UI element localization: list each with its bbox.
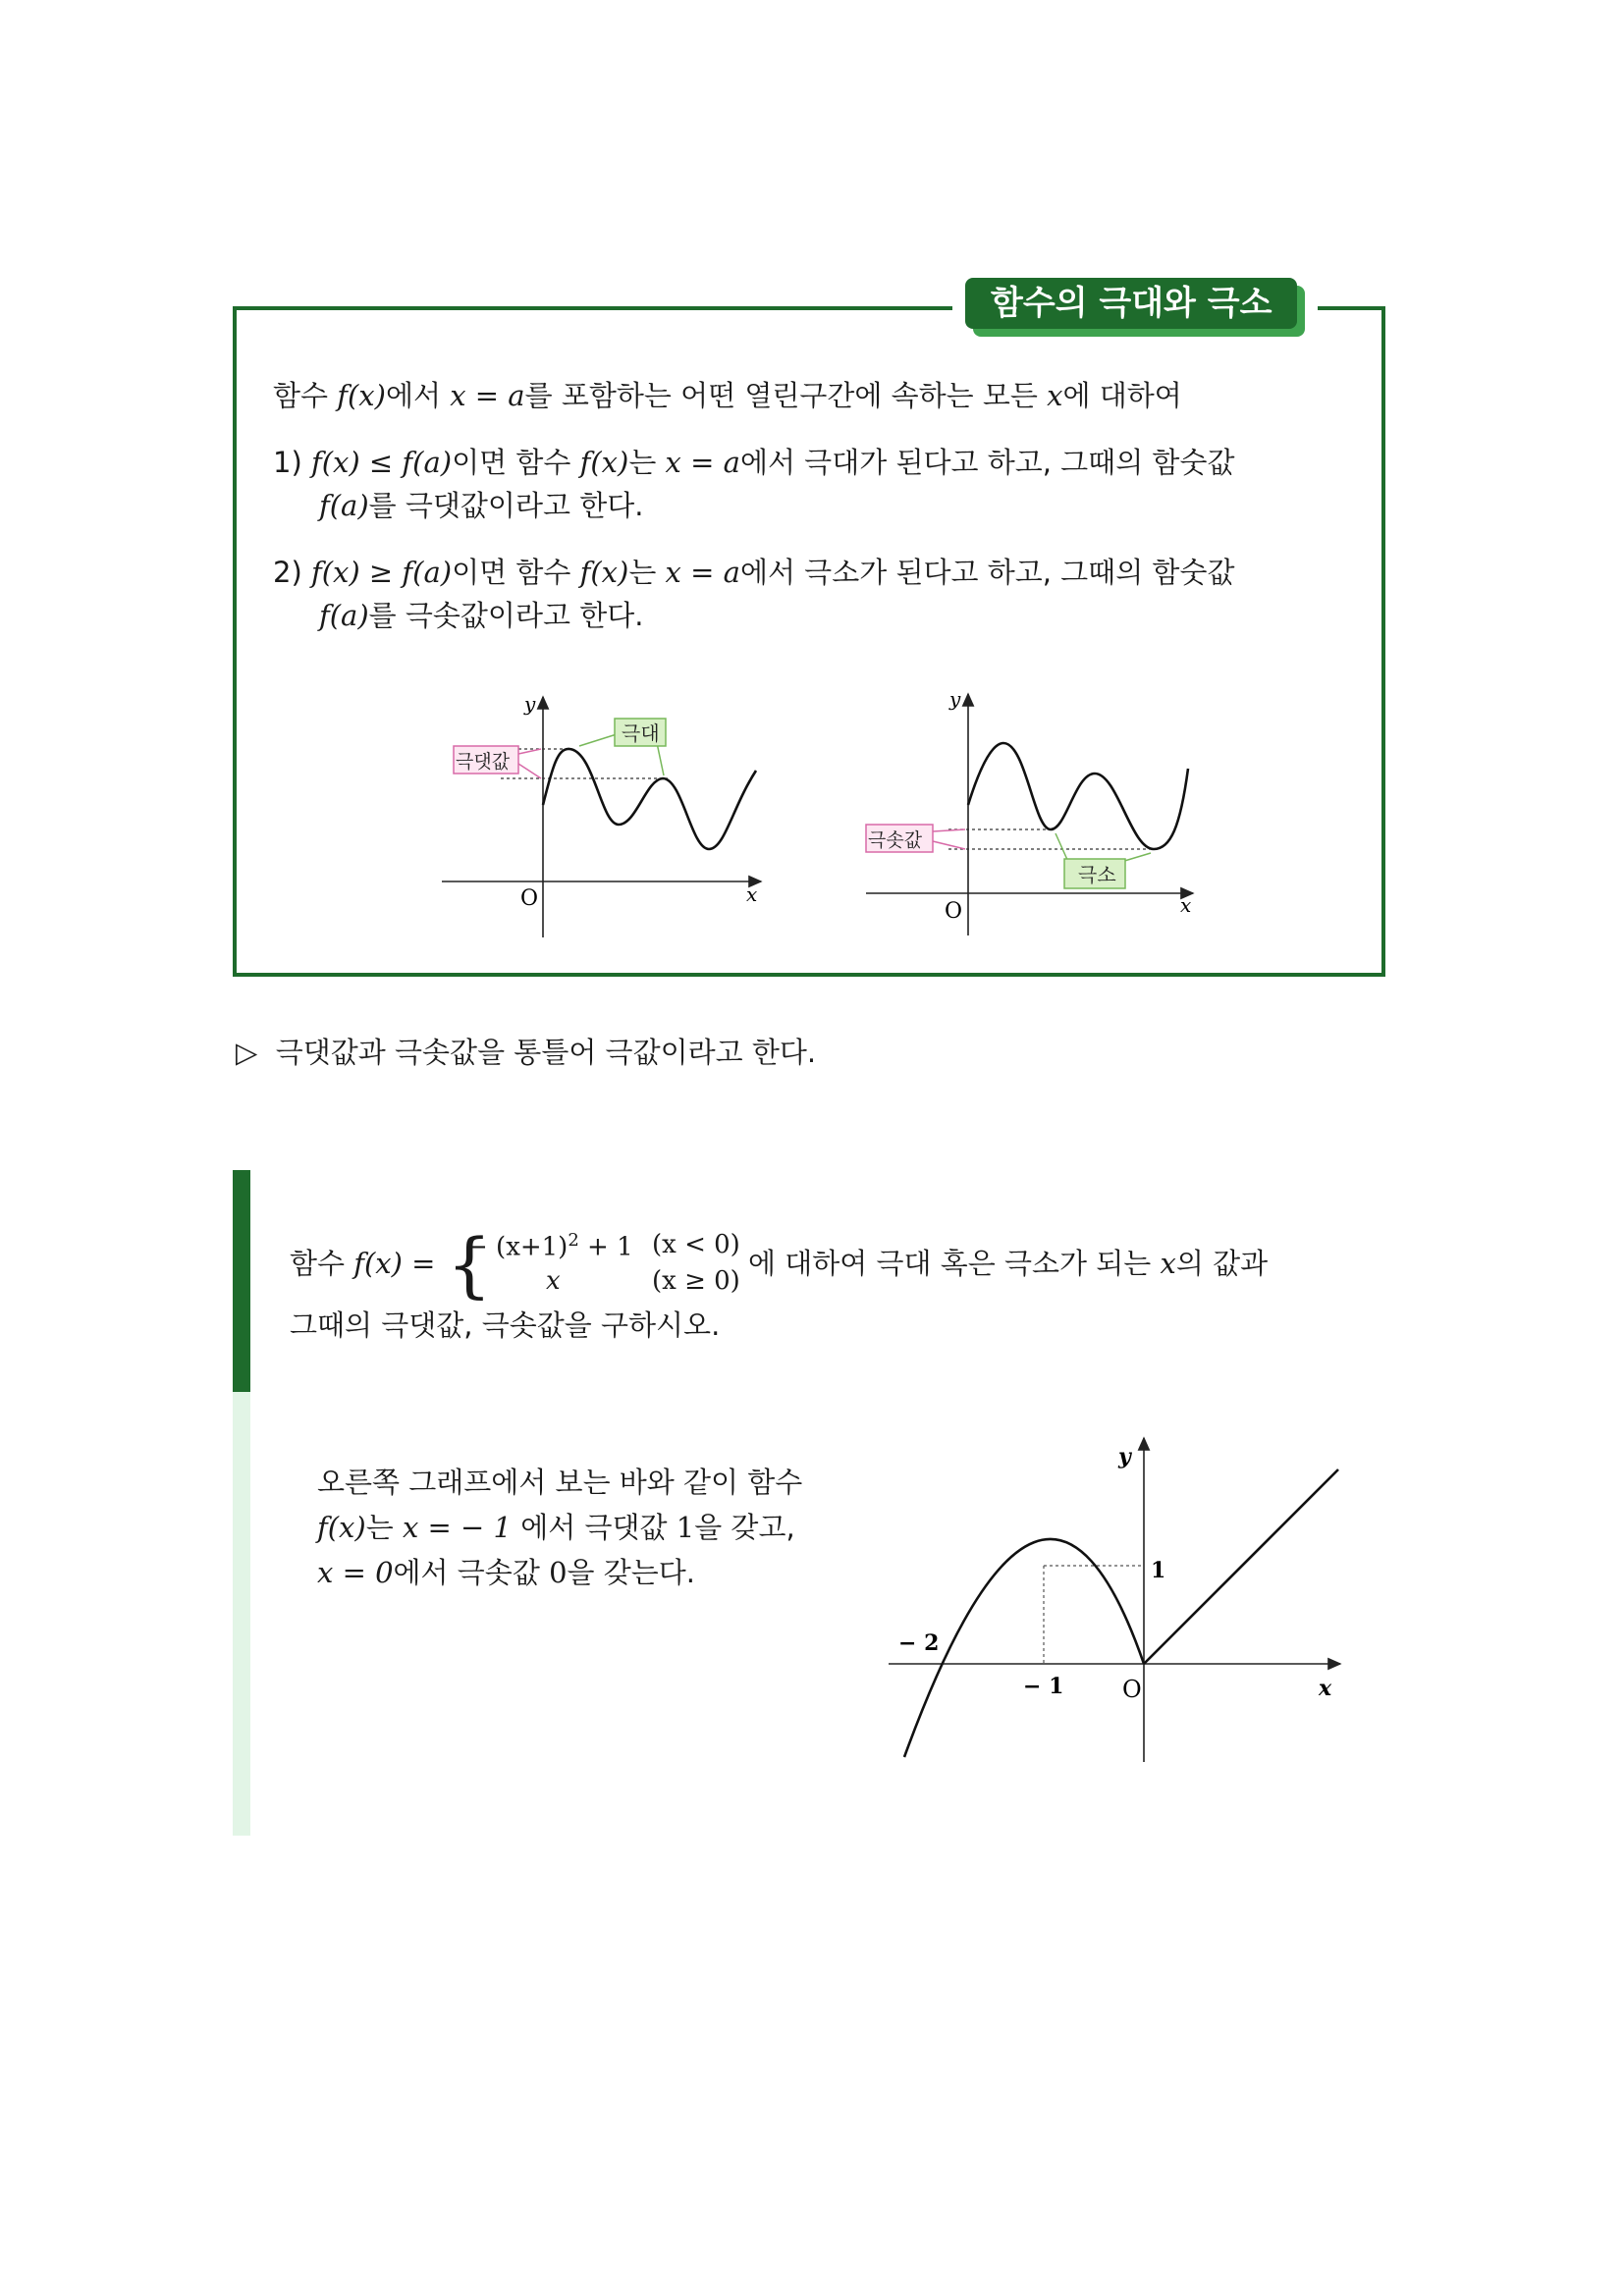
- example-tail-math-x: x: [1160, 1247, 1176, 1280]
- curve-parabola: [904, 1539, 1144, 1757]
- solution-x-zero: x = 0: [317, 1556, 394, 1589]
- example-fx: f(x): [353, 1247, 403, 1280]
- solution-line1: 오른쪽 그래프에서 보는 바와 같이 함수: [317, 1466, 803, 1499]
- item1-math-fx: f(x): [579, 446, 629, 479]
- callout-max-value-text: 극댓값: [456, 751, 511, 773]
- item2-text-2: 는: [628, 556, 666, 589]
- example-bar-light: [233, 1392, 250, 1836]
- callout-max-value: [454, 746, 541, 778]
- solution-line2: [317, 1506, 795, 1549]
- piece2-cond: (x ≥ 0): [652, 1266, 740, 1296]
- example-bar-dark: [233, 1170, 250, 1392]
- solution-text-4: 에서 극솟값: [393, 1556, 550, 1589]
- piece1-exponent: 2: [568, 1230, 579, 1251]
- note-text: 극댓값과 극솟값을 통틀어 극값이라고 한다.: [275, 1036, 817, 1069]
- item1-text-3: 에서 극대가 된다고 하고, 그때의 함숫값: [739, 446, 1235, 479]
- definition-intro: [273, 374, 1182, 417]
- x-axis-label: x: [1180, 893, 1192, 917]
- definition-item2-line1: [273, 551, 1234, 594]
- intro-math-x: x: [1047, 379, 1063, 412]
- solution-text-5: 을 갖는다.: [567, 1556, 696, 1589]
- solution-text-1: 는: [365, 1511, 403, 1544]
- item1-number: 1): [273, 446, 302, 479]
- y-axis-label: y: [949, 687, 961, 711]
- item2-text-4: 를 극솟값이라고 한다.: [368, 599, 644, 632]
- intro-text-3: 를 포함하는 어떤 열린구간에 속하는 모든: [524, 379, 1048, 412]
- item2-math-fa: f(a): [319, 599, 369, 632]
- solution-max-value: 1: [676, 1511, 695, 1544]
- callout-min-value-text: 극솟값: [868, 829, 923, 851]
- item1-text-4: 를 극댓값이라고 한다.: [368, 489, 644, 522]
- definition-item1-line1: [273, 441, 1234, 484]
- piece1-expr: [466, 1230, 633, 1262]
- solution-text-3: 을 갖고,: [694, 1511, 795, 1544]
- graph-solution: [879, 1428, 1350, 1782]
- y-axis-label: y: [1118, 1444, 1131, 1469]
- box-title: 함수의 극대와 극소: [965, 278, 1297, 329]
- example-tail-text-2: 의 값과: [1175, 1247, 1269, 1280]
- definition-item2-line2: [319, 594, 643, 637]
- item1-text-1: 이면 함수: [452, 446, 580, 479]
- x-axis-label: x: [1319, 1676, 1332, 1701]
- note-line: [236, 1031, 816, 1074]
- intro-text-4: 에 대하여: [1062, 379, 1182, 412]
- intro-math-fx: f(x): [337, 379, 386, 412]
- label-max-value: 1: [1151, 1558, 1166, 1583]
- piece1-tail: + 1: [578, 1232, 633, 1262]
- origin-label: O: [1122, 1676, 1142, 1703]
- example-lead: [290, 1242, 436, 1285]
- solution-min-value: 0: [549, 1556, 568, 1589]
- graph-local-max: [432, 677, 785, 942]
- curve-line: [1144, 1469, 1338, 1664]
- solution-x-neg1: x = − 1: [402, 1511, 513, 1544]
- example-tail: [748, 1242, 1268, 1285]
- label-x-neg1: − 1: [1023, 1674, 1064, 1699]
- callout-max: [579, 719, 666, 775]
- callout-max-text: 극대: [622, 721, 660, 745]
- item1-math-fa: f(a): [319, 489, 369, 522]
- piece2-expr: x: [546, 1266, 561, 1296]
- solution-text-2: 에서 극댓값: [512, 1511, 677, 1544]
- item2-math-xa: x = a: [665, 556, 740, 589]
- item2-text-3: 에서 극소가 된다고 하고, 그때의 함숫값: [739, 556, 1235, 589]
- curve-max: [543, 749, 756, 849]
- item1-math-xa: x = a: [665, 446, 740, 479]
- graph-local-min: [854, 682, 1208, 937]
- label-x-neg2: − 2: [898, 1630, 940, 1656]
- solution-line3: [317, 1551, 695, 1594]
- definition-item1-line2: [319, 484, 643, 527]
- origin-label: O: [520, 886, 539, 911]
- item2-text-1: 이면 함수: [452, 556, 580, 589]
- note-marker-icon: ▷: [236, 1036, 258, 1069]
- item2-math-ineq: f(x) ≥ f(a): [310, 556, 453, 589]
- callout-min: [1056, 833, 1151, 888]
- item2-number: 2): [273, 556, 302, 589]
- example-lead-text: 함수: [290, 1247, 354, 1280]
- item1-math-ineq: f(x) ≤ f(a): [310, 446, 453, 479]
- intro-math-xa: x = a: [450, 379, 525, 412]
- example-tail-text-1: 에 대하여 극대 혹은 극소가 되는: [748, 1247, 1161, 1280]
- piece1-cond: (x < 0): [652, 1230, 740, 1259]
- piecewise-brace: {: [447, 1223, 492, 1306]
- callout-min-text: 극소: [1078, 863, 1116, 886]
- example-eq: =: [402, 1247, 436, 1280]
- origin-label: O: [945, 899, 963, 924]
- example-line2: 그때의 극댓값, 극솟값을 구하시오.: [290, 1308, 721, 1342]
- x-axis-label: x: [746, 882, 758, 906]
- callout-min-value: [866, 825, 965, 852]
- intro-text-2: 에서: [385, 379, 451, 412]
- item1-text-2: 는: [628, 446, 666, 479]
- piece1-expr-text: − (x+1): [466, 1232, 568, 1262]
- solution-fx: f(x): [317, 1511, 366, 1544]
- y-axis-label: y: [524, 692, 536, 716]
- item2-math-fx: f(x): [579, 556, 629, 589]
- curve-min: [968, 743, 1188, 849]
- intro-text-1: 함수: [273, 379, 338, 412]
